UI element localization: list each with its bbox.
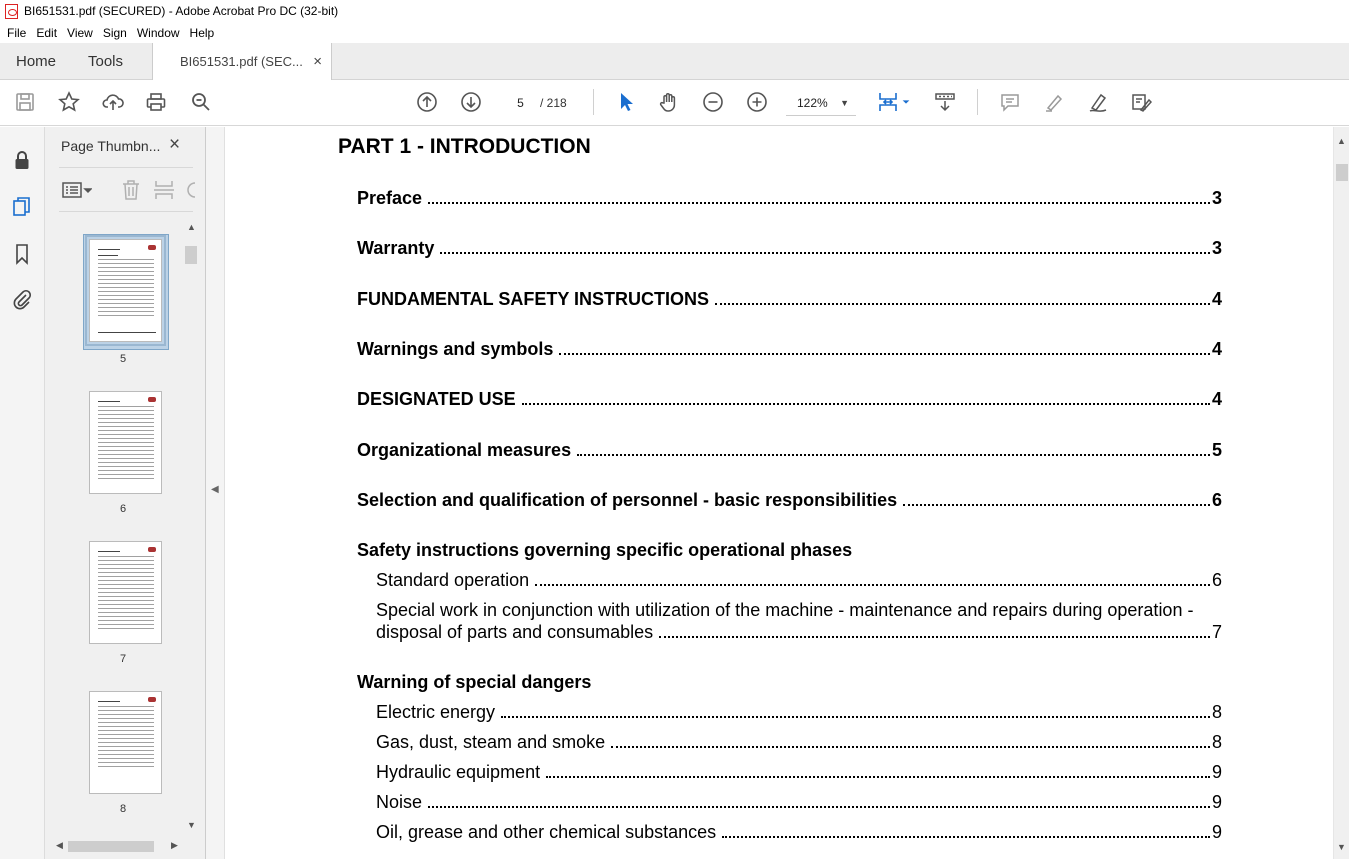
panel-divider	[59, 167, 193, 168]
toc-entry-label: DESIGNATED USE	[357, 389, 516, 409]
edit-redact-icon[interactable]	[1129, 90, 1153, 114]
options-menu-icon[interactable]	[62, 180, 92, 205]
zoom-in-icon[interactable]	[745, 90, 769, 114]
print-icon[interactable]	[144, 90, 168, 114]
left-rail	[0, 127, 45, 859]
toc-subentry[interactable]	[376, 732, 1222, 753]
prev-page-icon[interactable]	[415, 90, 439, 114]
thumbnail-horizontal-scrollbar[interactable]	[53, 838, 183, 855]
document-scrollbar[interactable]	[1333, 127, 1349, 859]
tab-home[interactable]: Home	[16, 53, 57, 70]
close-tab-icon[interactable]: ×	[313, 53, 322, 70]
comment-icon[interactable]	[998, 90, 1022, 114]
chevron-down-icon: ▼	[840, 98, 849, 108]
upload-icon[interactable]	[101, 90, 125, 114]
toc-entry[interactable]	[357, 339, 1222, 360]
lock-icon[interactable]	[11, 149, 33, 171]
rotate-icon[interactable]	[187, 179, 195, 206]
toc-entry[interactable]	[357, 440, 1222, 461]
scroll-right-icon[interactable]: ▶	[171, 840, 178, 850]
toc-section-heading[interactable]: Safety instructions governing specific operational phases	[357, 540, 853, 560]
toc-entry-page: 6	[1211, 570, 1222, 590]
toc-entry-page: 9	[1211, 762, 1222, 782]
thumbnail-page-number: 7	[120, 653, 127, 665]
menu-bar	[0, 22, 1349, 43]
toc-entry-page: 3	[1211, 188, 1222, 208]
zoom-select[interactable]	[786, 90, 856, 116]
thumbnail-logo	[148, 697, 156, 702]
tab-tools[interactable]: Tools	[88, 53, 124, 70]
pages-icon[interactable]	[11, 196, 33, 218]
toc-entry-label: Oil, grease and other chemical substances	[376, 822, 717, 842]
toc-entry-page: 9	[1211, 792, 1222, 812]
thumbnail-logo	[148, 547, 156, 552]
acrobat-pdf-icon	[5, 4, 18, 19]
scroll-down-icon[interactable]: ▼	[187, 820, 196, 830]
title-bar	[0, 0, 1349, 22]
toc-entry[interactable]	[357, 238, 1222, 259]
scrollbar-thumb[interactable]	[68, 841, 154, 852]
highlight-icon[interactable]	[1042, 90, 1066, 114]
scrollbar-thumb[interactable]	[185, 246, 197, 264]
toc-section-heading[interactable]: Warning of special dangers	[357, 672, 592, 692]
toc-entry-label: Gas, dust, steam and smoke	[376, 732, 606, 752]
page-thumbnail-8[interactable]	[89, 691, 162, 794]
toc-entry-page: 7	[1211, 622, 1222, 642]
thumbnail-logo	[148, 397, 156, 402]
page-thumbnail-5[interactable]	[89, 239, 162, 342]
extract-pages-icon[interactable]	[153, 179, 175, 206]
collapse-panel-handle[interactable]	[206, 127, 225, 859]
toc-entry-page: 8	[1211, 732, 1222, 752]
menu-window[interactable]: Window	[136, 25, 180, 40]
toc-subentry-line1[interactable]: Special work in conjunction with utilization of the machine - maintenance and repairs during operation -	[376, 600, 1194, 620]
hand-icon[interactable]	[657, 90, 681, 114]
toc-entry-page: 9	[1211, 822, 1222, 842]
toc-entry[interactable]	[357, 389, 1222, 410]
toc-subentry[interactable]	[376, 762, 1222, 783]
toc-entry-page: 5	[1211, 440, 1222, 460]
toc-subentry[interactable]	[376, 702, 1222, 723]
zoom-value: 122%	[797, 96, 828, 110]
paperclip-icon[interactable]	[11, 288, 33, 310]
menu-edit[interactable]: Edit	[36, 25, 58, 40]
menu-file[interactable]: File	[7, 25, 27, 40]
menu-view[interactable]: View	[67, 25, 93, 40]
fit-page-icon[interactable]	[876, 90, 900, 114]
page-total: / 218	[540, 96, 567, 110]
thumbnail-scrollbar[interactable]	[184, 220, 198, 836]
part-title: PART 1 - INTRODUCTION	[338, 135, 591, 158]
tab-document-label: BI651531.pdf (SEC...	[180, 54, 303, 69]
scroll-up-icon[interactable]: ▲	[1337, 136, 1346, 146]
toc-subentry[interactable]	[376, 792, 1222, 813]
scroll-left-icon[interactable]: ◀	[56, 840, 63, 850]
bookmark-icon[interactable]	[11, 243, 33, 265]
close-panel-icon[interactable]: ×	[169, 134, 181, 155]
thumbnail-page-number: 6	[120, 503, 127, 515]
page-thumbnail-6[interactable]	[89, 391, 162, 494]
zoom-out-icon[interactable]	[701, 90, 725, 114]
thumbnail-logo	[148, 245, 156, 250]
toc-entry-page: 4	[1211, 389, 1222, 409]
tab-document[interactable]	[152, 43, 332, 81]
toolbar	[0, 80, 1349, 126]
toc-entry-label: Electric energy	[376, 702, 496, 722]
document-view[interactable]	[225, 127, 1333, 859]
save-icon[interactable]	[13, 90, 37, 114]
scrollbar-thumb[interactable]	[1336, 164, 1348, 181]
toc-entry[interactable]	[357, 289, 1222, 310]
tab-bar	[0, 43, 1349, 80]
thumbnail-tools	[45, 171, 206, 209]
toolbar-divider	[593, 89, 594, 115]
chevron-down-icon[interactable]	[900, 90, 912, 114]
page-number-input[interactable]	[507, 91, 534, 115]
panel-title: Page Thumbn...	[61, 138, 161, 154]
select-cursor-icon[interactable]	[614, 90, 638, 114]
toc-entry-page: 3	[1211, 238, 1222, 258]
thumbnail-page-number: 8	[120, 803, 127, 815]
scroll-up-icon[interactable]: ▲	[187, 222, 196, 232]
toc-subentry[interactable]	[376, 570, 1222, 591]
toc-entry-page: 6	[1211, 490, 1222, 510]
toc-subentry[interactable]	[376, 822, 1222, 843]
page-thumbnail-7[interactable]	[89, 541, 162, 644]
toc-entry-label: Standard operation	[376, 570, 530, 590]
window-title: BI651531.pdf (SECURED) - Adobe Acrobat Pro DC (32-bit)	[24, 4, 339, 18]
toc-entry-label: Preface	[357, 188, 423, 208]
toc-entry[interactable]	[357, 490, 1222, 511]
toc-entry-label: Selection and qualification of personnel - basic responsibilities	[357, 490, 898, 510]
star-icon[interactable]	[57, 90, 81, 114]
panel-divider	[59, 211, 193, 212]
toc-entry-page: 8	[1211, 702, 1222, 722]
toolbar-divider	[977, 89, 978, 115]
find-icon[interactable]	[189, 90, 213, 114]
menu-help[interactable]: Help	[189, 25, 215, 40]
sign-icon[interactable]	[1086, 90, 1110, 114]
scroll-mode-icon[interactable]	[933, 90, 957, 114]
toc-subentry[interactable]	[376, 622, 1222, 643]
trash-icon[interactable]	[121, 179, 141, 206]
next-page-icon[interactable]	[459, 90, 483, 114]
page-thumbnails-panel	[45, 127, 206, 859]
toc-entry-label: Hydraulic equipment	[376, 762, 541, 782]
toc-entry-label: Noise	[376, 792, 423, 812]
toc-entry-label: Organizational measures	[357, 440, 572, 460]
thumbnail-page-number: 5	[120, 353, 127, 365]
scroll-down-icon[interactable]: ▼	[1337, 842, 1346, 852]
toc-entry[interactable]	[357, 188, 1222, 209]
toc-entry-label: Warnings and symbols	[357, 339, 554, 359]
toc-entry-label: disposal of parts and consumables	[376, 622, 654, 642]
menu-sign[interactable]: Sign	[102, 25, 127, 40]
chevron-left-icon[interactable]: ◀	[211, 484, 219, 495]
toc-entry-label: Warranty	[357, 238, 435, 258]
toc-entry-page: 4	[1211, 289, 1222, 309]
toc-entry-page: 4	[1211, 339, 1222, 359]
toc-entry-label: FUNDAMENTAL SAFETY INSTRUCTIONS	[357, 289, 710, 309]
